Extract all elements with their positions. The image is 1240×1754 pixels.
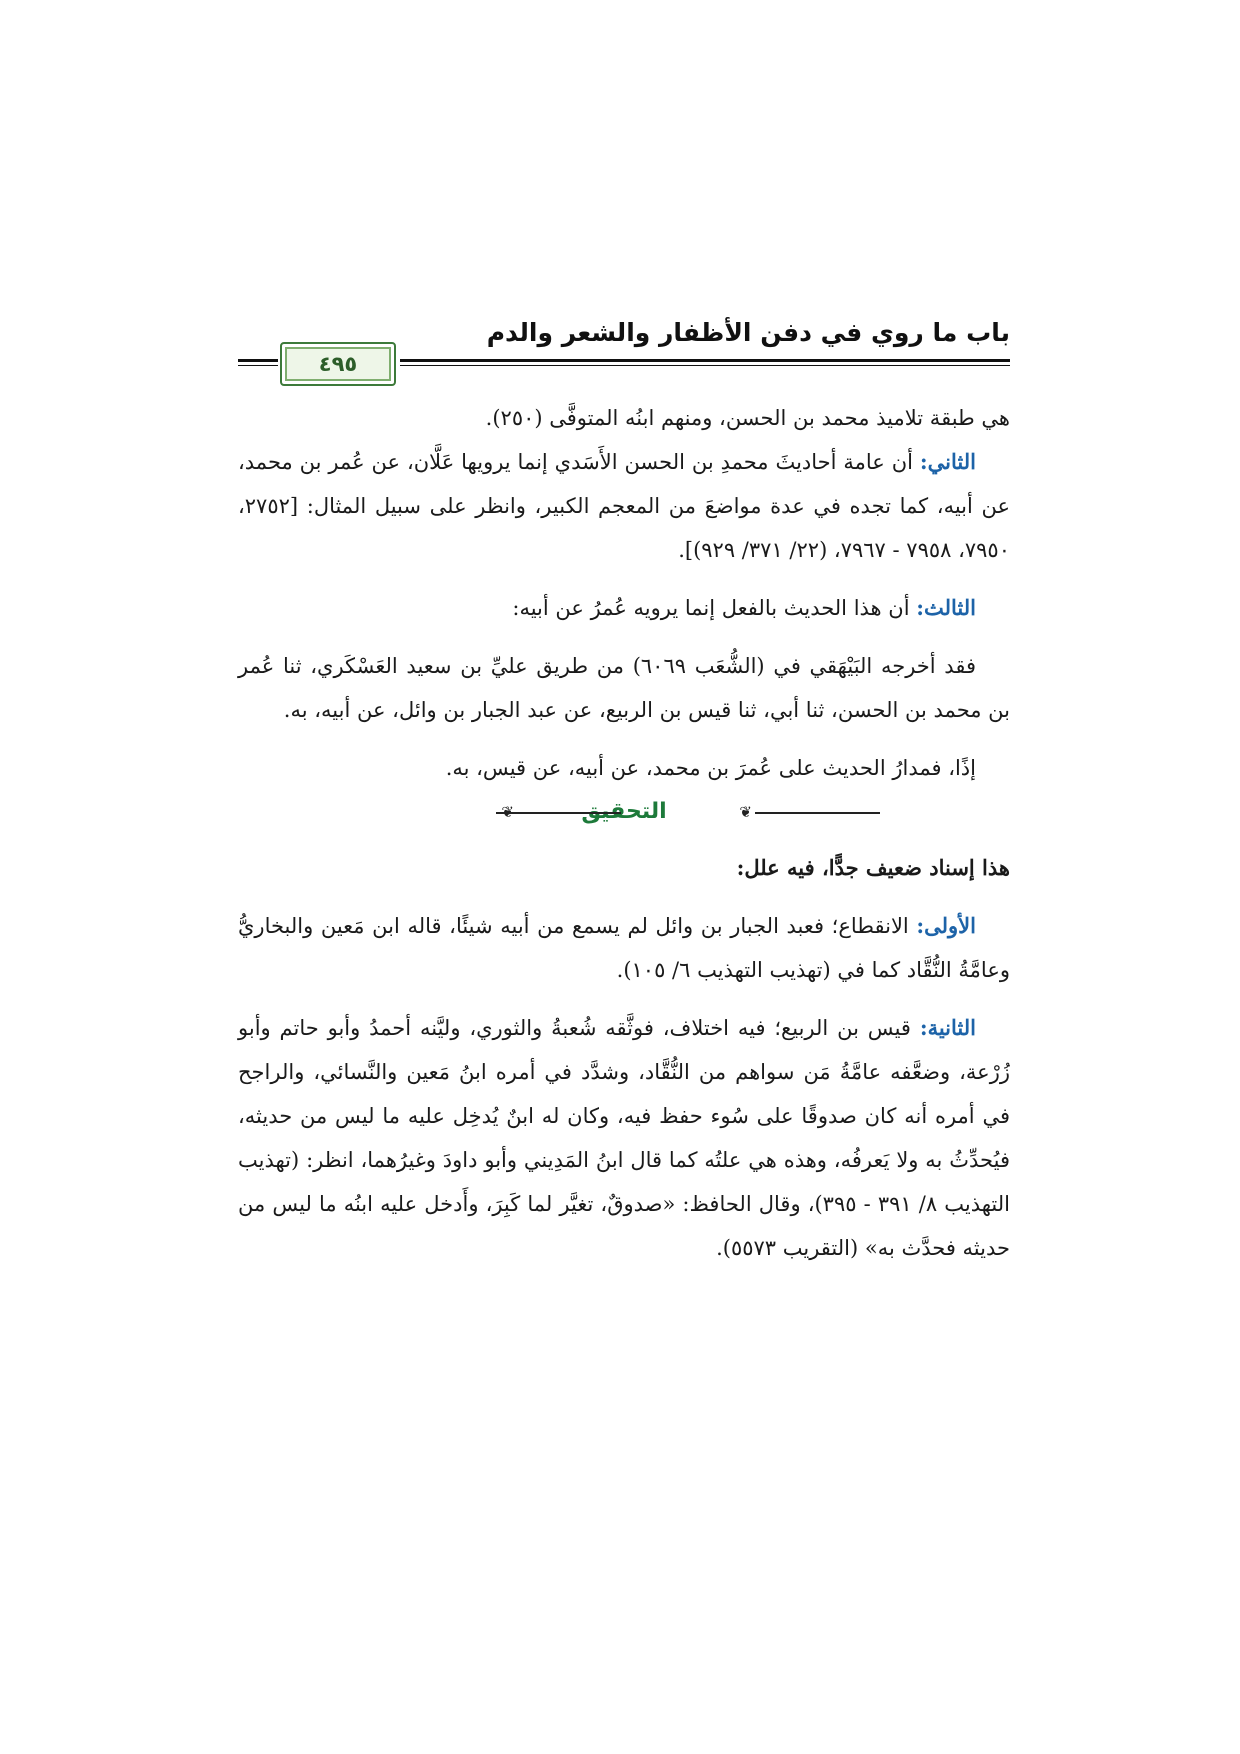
section-lead: هذا إسناد ضعيف جدًّا، فيه علل: xyxy=(736,855,1010,880)
page-number: ٤٩٥ xyxy=(318,352,358,376)
header-rule-left xyxy=(238,359,278,362)
header-rule xyxy=(400,359,1010,362)
page-number-badge xyxy=(280,342,396,386)
page-body xyxy=(238,396,1010,1284)
paragraph-second xyxy=(238,440,1010,572)
ornament-icon: ❦ xyxy=(501,803,514,821)
paragraph: فقد أخرجه البَيْهَقي في (الشُّعَب ٦٠٦٩) من طريق عليِّ بن سعيد العَسْكَري، ثنا عُمر بن محمد بن الحسن، ثنا أبي، ثنا قيس بن الربيع، عن عبد الجبار بن وائل، عن أبيه، به. xyxy=(238,654,1010,722)
divider-line xyxy=(755,812,880,814)
point-text: أن عامة أحاديثَ محمدِ بن الحسن الأَسَدي إنما يرويها عَلَّان، عن عُمر بن محمد، عن أبيه، كما تجده في عدة مواضعَ من المعجم الكبير، وانظر على سبيل المثال: [٢٧٥٢، ٧٩٥٠، ٧٩٥٨ - ٧٩٦٧، (٢٢/ ٣٧١/ ٩٢٩)]. xyxy=(238,450,1010,562)
page-header xyxy=(238,318,1010,376)
section-title: التحقيق xyxy=(581,799,667,824)
section-divider xyxy=(238,792,1010,832)
point-label: الثالث: xyxy=(916,595,976,620)
running-title: باب ما روي في دفن الأظفار والشعر والدم xyxy=(486,318,1010,347)
divider-line xyxy=(496,812,621,814)
ornament-icon: ❦ xyxy=(739,803,752,821)
point-text: قيس بن الربيع؛ فيه اختلاف، فوثَّقه شُعبةُ والثوري، وليَّنه أحمدُ وأبو حاتم وأبو زُرْعة، وضعَّفه عامَّةُ مَن سواهم من النُّقَّاد، وشدَّد في أمره ابنُ مَعين والنَّسائي، والراجح في أمره أنه كان صدوقًا على سُوء حفظ فيه، وكان له ابنٌ يُدخِل عليه ما ليس من حديثه، فيُحدِّثُ به ولا يَعرفُه، وهذه هي علتُه كما قال ابنُ المَدِيني وأبو داودَ وغيرُهما، انظر: (تهذيب التهذيب ٨/ ٣٩١ - ٣٩٥)، وقال الحافظ: «صدوقٌ، تغيَّر لما كَبِرَ، وأَدخل عليه ابنُه ما ليس من حديثه فحدَّث به» (التقريب ٥٥٧٣). xyxy=(238,1016,1010,1260)
paragraph: هي طبقة تلاميذ محمد بن الحسن، ومنهم ابنُه المتوفَّى (٢٥٠). xyxy=(485,406,1010,430)
header-rule-thin xyxy=(400,365,1010,366)
point-label: الثاني: xyxy=(919,449,976,474)
paragraph-third xyxy=(238,586,1010,630)
paragraph-second-reason xyxy=(238,1006,1010,1270)
paragraph-first-reason xyxy=(238,904,1010,992)
point-label: الثانية: xyxy=(919,1015,976,1040)
point-text: الانقطاع؛ فعبد الجبار بن وائل لم يسمع من أبيه شيئًا، قاله ابن مَعين والبخاريُّ وعامَّةُ النُّقَّاد كما في (تهذيب التهذيب ٦/ ١٠٥). xyxy=(238,914,1010,982)
paragraph: إذًا، فمدارُ الحديث على عُمرَ بن محمد، عن أبيه، عن قيس، به. xyxy=(445,756,976,780)
point-text: أن هذا الحديث بالفعل إنما يرويه عُمرُ عن أبيه: xyxy=(512,596,917,620)
header-rule-left-thin xyxy=(238,365,278,366)
point-label: الأولى: xyxy=(916,913,976,938)
